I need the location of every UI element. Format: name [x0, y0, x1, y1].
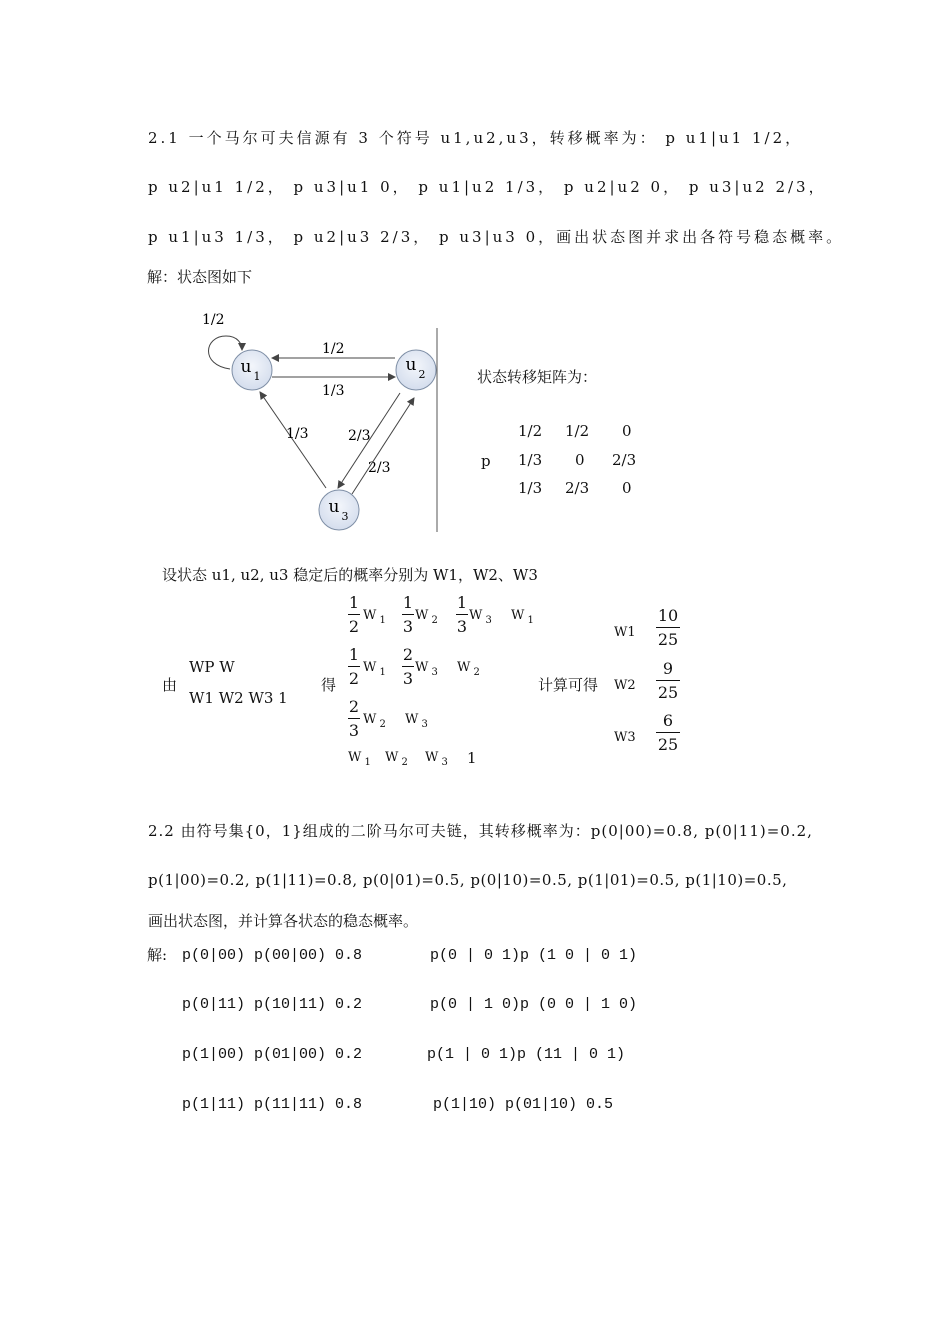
edge-u1-u2-label: 1/3	[322, 383, 345, 399]
equation-sum: W1 W2 W3 1	[189, 689, 288, 707]
solution-label-2: 解:	[147, 946, 168, 964]
p2-right-row-2: p(0 | 1 0)p (0 0 | 1 0)	[430, 996, 638, 1013]
edge-u3-u2	[352, 398, 414, 494]
p2-left-row-4: p(1|11) p(11|11) 0.8	[182, 1096, 363, 1113]
matrix-cell: 1/3	[518, 479, 543, 497]
self-loop-label: 1/2	[202, 312, 225, 328]
matrix-cell: 0	[622, 422, 632, 440]
get-label: 得	[321, 676, 337, 694]
problem-2-1-line-2: p u2|u1 1/2， p u3|u1 0， p u1|u2 1/3， p u2|u2 0， p u3|u2 2/3，	[148, 178, 827, 196]
result-w2	[614, 659, 694, 709]
result-numerator: 10	[657, 606, 679, 625]
compute-label: 计算可得	[538, 676, 599, 694]
node-u1-label: u	[240, 357, 252, 377]
problem-2-2-line-2: p(1|00)=0.2, p(1|11)=0.8, p(0|01)=0.5, p(0|10)=0.5, p(1|01)=0.5, p(1|10)=0.5,	[148, 871, 788, 889]
edge-u3-u1-label: 1/3	[286, 426, 309, 442]
matrix-cell: 0	[575, 451, 585, 469]
equation-wp: WP W	[189, 658, 235, 676]
matrix-cell: 2/3	[612, 451, 637, 469]
node-u3-label: u	[328, 497, 340, 517]
node-u2-sub: 2	[418, 368, 426, 381]
matrix-cell: 2/3	[565, 479, 590, 497]
result-denominator: 25	[657, 630, 679, 649]
edge-u2-u1-label: 1/2	[322, 341, 345, 357]
matrix-cell: 1/3	[518, 451, 543, 469]
p2-left-row-3: p(1|00) p(01|00) 0.2	[182, 1046, 363, 1063]
problem-2-2-line-1: 2.2 由符号集{0，1}组成的二阶马尔可夫链，其转移概率为：p(0|00)=0.8, p(0|11)=0.2,	[148, 822, 813, 840]
result-numerator: 9	[662, 659, 674, 678]
problem-2-2-line-3: 画出状态图，并计算各状态的稳态概率。	[148, 912, 419, 930]
node-u2-label: u	[405, 355, 417, 375]
matrix-cell: 0	[622, 479, 632, 497]
state-diagram	[190, 300, 660, 550]
result-var: W3	[614, 730, 636, 745]
edge-u3-u2-label: 2/3	[368, 460, 391, 476]
by-label: 由	[162, 676, 178, 694]
node-u1	[232, 350, 272, 390]
result-w1	[614, 606, 694, 656]
node-u3-sub: 3	[341, 510, 349, 523]
p2-left-row-2: p(0|11) p(10|11) 0.2	[182, 996, 363, 1013]
problem-2-1-line-1: 2.1 一个马尔可夫信源有 3 个符号 u1,u2,u3，转移概率为： p u1|u1 1/2，	[148, 129, 804, 147]
result-var: W2	[614, 678, 636, 693]
matrix-symbol: p	[481, 452, 491, 470]
edge-u2-u3-label: 2/3	[348, 428, 371, 444]
solution-intro: 解：状态图如下	[147, 268, 253, 286]
equation-system: 1 2 W $_1$ 1 3 W $_2$ 1 3 W $_3$ W $_1$ 1 2 W $_1$ 2 3 W $_3$ W $_2$ 2 3 W $_2$ W $_3$ W $_1$ W $_2$ W $_3$ 1	[348, 593, 534, 768]
problem-2-1-line-3: p u1|u3 1/3， p u2|u3 2/3， p u3|u3 0，画出状态图并求出各符号稳态概率。	[148, 228, 845, 246]
result-denominator: 25	[657, 735, 679, 754]
result-numerator: 6	[662, 711, 674, 730]
result-denominator: 25	[657, 683, 679, 702]
p2-left-row-1: p(0|00) p(00|00) 0.8	[182, 947, 363, 964]
p2-right-row-4: p(1|10) p(01|10) 0.5	[433, 1096, 614, 1113]
result-var: W1	[614, 625, 636, 640]
matrix-cell: 1/2	[518, 422, 543, 440]
matrix-cell: 1/2	[565, 422, 590, 440]
node-u1-sub: 1	[253, 370, 261, 383]
p2-right-row-1: p(0 | 0 1)p (1 0 | 0 1)	[430, 947, 638, 964]
result-w3	[614, 711, 694, 761]
p2-right-row-3: p(1 | 0 1)p (11 | 0 1)	[427, 1046, 626, 1063]
matrix-caption: 状态转移矩阵为：	[477, 368, 598, 386]
stationary-statement: 设状态 u1, u2, u3 稳定后的概率分别为 W1，W2、W3	[162, 566, 538, 584]
